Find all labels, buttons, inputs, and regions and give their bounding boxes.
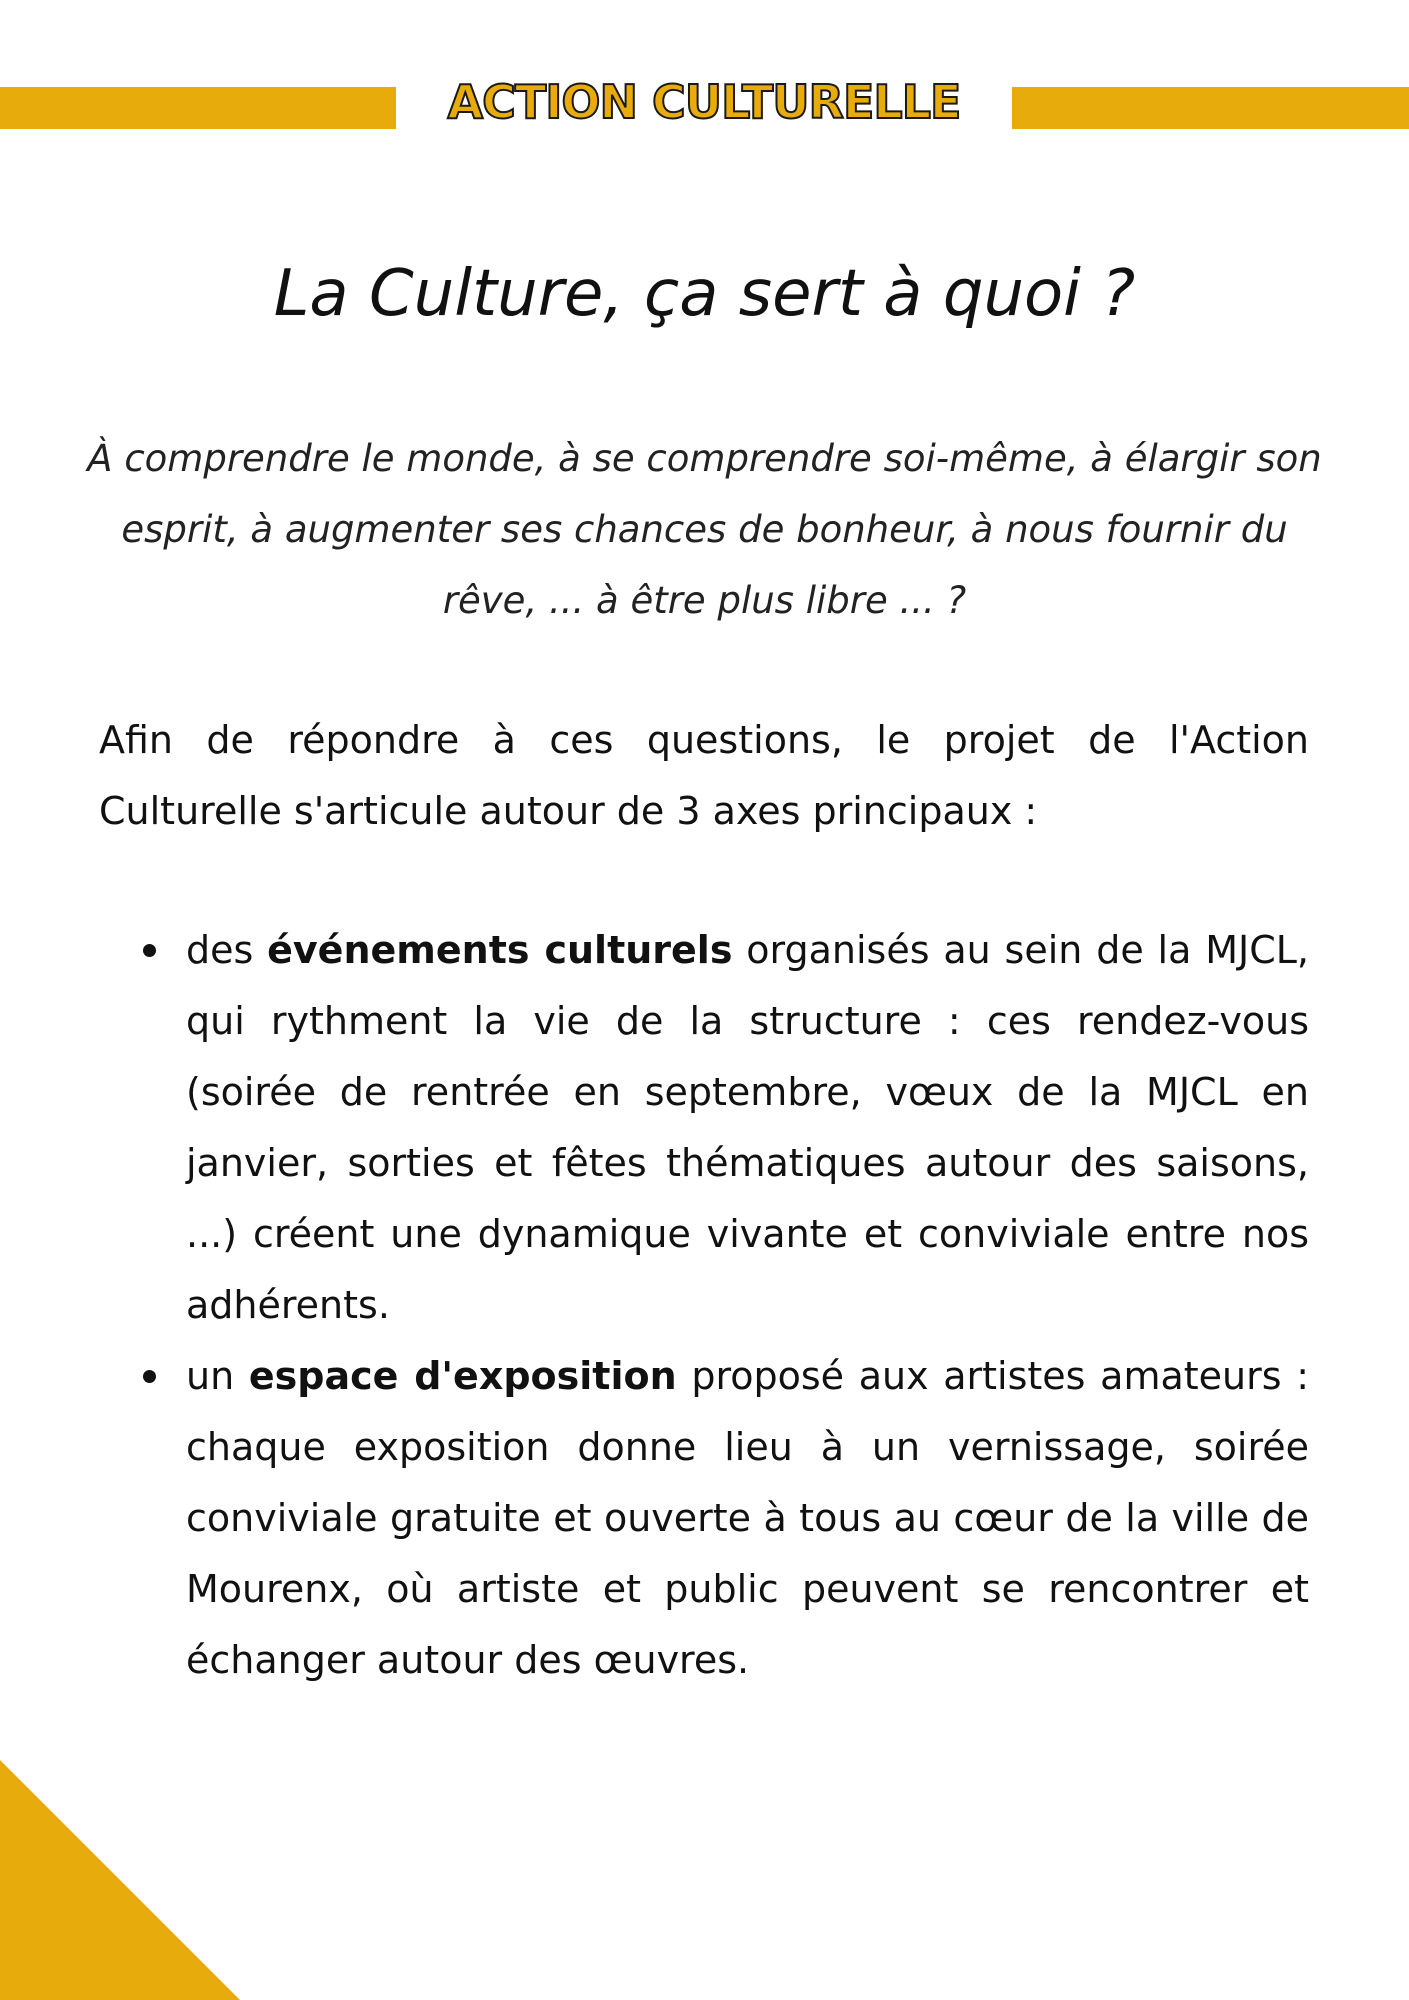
axis-highlight: événements culturels — [267, 928, 733, 972]
corner-triangle-decoration — [0, 1760, 240, 2000]
axis-text: organisés au sein de la MJCL, qui rythment la vie de la structure : ces rendez-vous (soirée de rentrée en septembre, vœux de la MJCL en janvier, sorties et fêtes thématiques autour des saisons, ...) créent une dynamique vivante et conviviale entre nos adhérents. — [186, 928, 1309, 1327]
section-title: ACTION CULTURELLE — [447, 75, 961, 129]
bullet-icon — [143, 1370, 156, 1383]
page-title: La Culture, ça sert à quoi ? — [273, 257, 1136, 331]
list-item — [138, 915, 1309, 1341]
axis-prefix: des — [186, 928, 268, 972]
tagline-paragraph: À comprendre le monde, à se comprendre soi-même, à élargir son esprit, à augmenter ses chances de bonheur, à nous fournir du rêve, ... à être plus libre ... ? — [87, 437, 1322, 622]
axis-text: proposé aux artistes amateurs : chaque exposition donne lieu à un vernissage, soirée conviviale gratuite et ouverte à tous au cœur de la ville de Mourenx, où artiste et public peuvent se rencontrer et échanger autour des œuvres. — [186, 1354, 1310, 1682]
axes-list — [138, 915, 1309, 1696]
list-item — [138, 1341, 1309, 1696]
axis-prefix: un — [186, 1354, 249, 1398]
header-bar-right — [1012, 87, 1409, 129]
bullet-icon — [143, 944, 156, 957]
intro-paragraph: Afin de répondre à ces questions, le projet de l'Action Culturelle s'articule autour de 3 axes principaux : — [99, 718, 1309, 833]
axis-highlight: espace d'exposition — [248, 1354, 677, 1398]
header-bar-left — [0, 87, 396, 129]
